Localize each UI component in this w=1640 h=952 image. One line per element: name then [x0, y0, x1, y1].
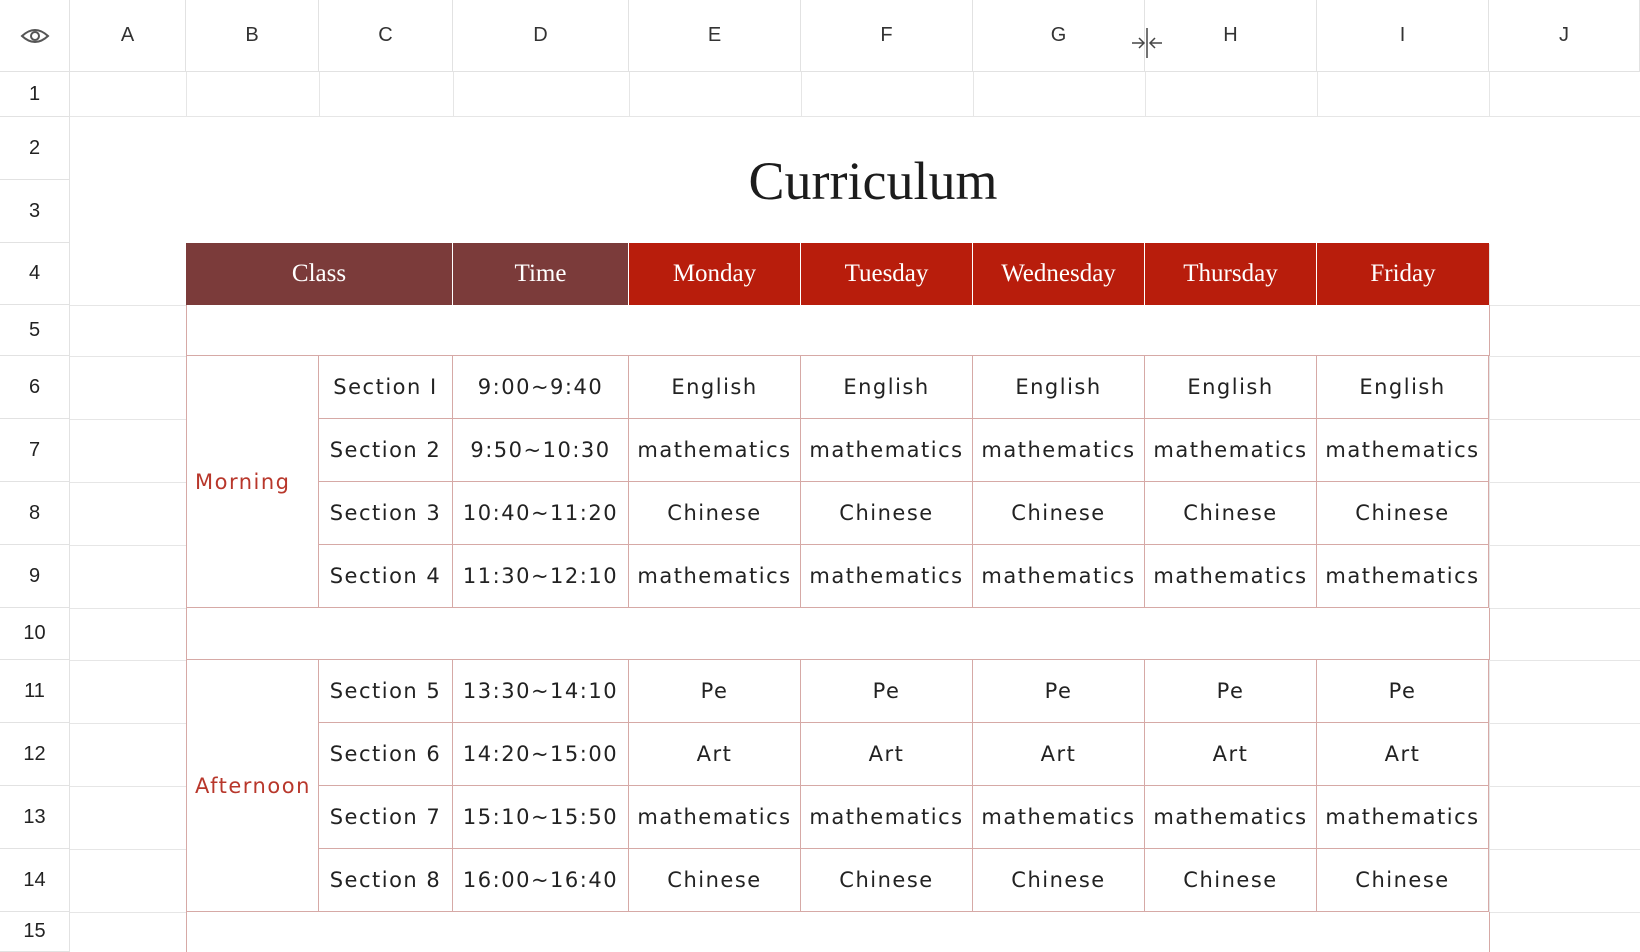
- subject-cell[interactable]: Chinese: [801, 482, 973, 545]
- row-header-9[interactable]: 9: [0, 545, 70, 608]
- gridline: [70, 545, 186, 546]
- column-header-e[interactable]: E: [629, 0, 801, 72]
- header-tuesday[interactable]: Tuesday: [801, 243, 973, 305]
- subject-cell[interactable]: mathematics: [1145, 786, 1317, 849]
- header-class[interactable]: Class: [186, 243, 453, 305]
- gridline: [1145, 72, 1146, 117]
- subject-cell[interactable]: mathematics: [629, 786, 801, 849]
- subject-cell[interactable]: Art: [1317, 723, 1489, 786]
- row-header-3[interactable]: 3: [0, 180, 70, 243]
- select-all-corner[interactable]: [0, 0, 70, 72]
- header-friday[interactable]: Friday: [1317, 243, 1489, 305]
- subject-cell[interactable]: English: [1317, 356, 1489, 419]
- subject-cell[interactable]: Pe: [973, 660, 1145, 723]
- gridline: [319, 72, 320, 117]
- gridline: [70, 723, 186, 724]
- spacer-row-15[interactable]: [186, 912, 1490, 952]
- subject-cell[interactable]: Art: [801, 723, 973, 786]
- subject-cell[interactable]: mathematics: [629, 419, 801, 482]
- subject-cell[interactable]: mathematics: [1145, 545, 1317, 608]
- gridline: [1489, 786, 1640, 787]
- gridline: [1489, 723, 1640, 724]
- subject-cell[interactable]: Art: [973, 723, 1145, 786]
- subject-cell[interactable]: mathematics: [629, 545, 801, 608]
- subject-cell[interactable]: mathematics: [801, 786, 973, 849]
- subject-cell[interactable]: mathematics: [1317, 786, 1489, 849]
- column-resize-cursor-icon: [1130, 26, 1164, 60]
- gridline: [1489, 849, 1640, 850]
- column-header-i[interactable]: I: [1317, 0, 1489, 72]
- gridline: [1489, 305, 1640, 306]
- spacer-row-10[interactable]: [186, 608, 1490, 660]
- time-cell[interactable]: 13:30~14:10: [453, 660, 629, 723]
- subject-cell[interactable]: English: [801, 356, 973, 419]
- time-cell[interactable]: 14:20~15:00: [453, 723, 629, 786]
- subject-cell[interactable]: Chinese: [973, 482, 1145, 545]
- subject-cell[interactable]: Chinese: [973, 849, 1145, 912]
- column-header-d[interactable]: D: [453, 0, 629, 72]
- gridline: [70, 356, 186, 357]
- time-cell[interactable]: 11:30~12:10: [453, 545, 629, 608]
- spacer-row-5[interactable]: [186, 305, 1490, 356]
- subject-cell[interactable]: English: [973, 356, 1145, 419]
- subject-cell[interactable]: mathematics: [973, 419, 1145, 482]
- column-header-j[interactable]: J: [1489, 0, 1640, 72]
- gridline: [70, 305, 186, 306]
- eye-icon[interactable]: [20, 26, 50, 46]
- gridline: [70, 419, 186, 420]
- time-cell[interactable]: 9:50~10:30: [453, 419, 629, 482]
- subject-cell[interactable]: English: [1145, 356, 1317, 419]
- subject-cell[interactable]: mathematics: [801, 545, 973, 608]
- gridline: [1489, 482, 1640, 483]
- row-header-1[interactable]: 1: [0, 72, 70, 117]
- subject-cell[interactable]: Chinese: [1317, 849, 1489, 912]
- group-label-morning[interactable]: Morning: [186, 356, 319, 608]
- subject-cell[interactable]: mathematics: [973, 786, 1145, 849]
- gridline: [70, 912, 186, 913]
- gridline: [1489, 356, 1640, 357]
- gridline: [70, 849, 186, 850]
- subject-cell[interactable]: English: [629, 356, 801, 419]
- row-header-14[interactable]: 14: [0, 849, 70, 912]
- subject-cell[interactable]: Pe: [1317, 660, 1489, 723]
- time-cell[interactable]: 10:40~11:20: [453, 482, 629, 545]
- gridline: [973, 72, 974, 117]
- gridline: [70, 786, 186, 787]
- subject-cell[interactable]: Chinese: [1145, 849, 1317, 912]
- subject-cell[interactable]: Pe: [629, 660, 801, 723]
- time-cell[interactable]: 15:10~15:50: [453, 786, 629, 849]
- column-header-a[interactable]: A: [70, 0, 186, 72]
- subject-cell[interactable]: Art: [1145, 723, 1317, 786]
- gridline: [1489, 608, 1640, 609]
- subject-cell[interactable]: Art: [629, 723, 801, 786]
- subject-cell[interactable]: Chinese: [629, 482, 801, 545]
- section-cell[interactable]: Section 3: [319, 482, 453, 545]
- section-cell[interactable]: Section 4: [319, 545, 453, 608]
- subject-cell[interactable]: mathematics: [1317, 419, 1489, 482]
- column-header-c[interactable]: C: [319, 0, 453, 72]
- subject-cell[interactable]: Chinese: [629, 849, 801, 912]
- section-cell[interactable]: Section 6: [319, 723, 453, 786]
- subject-cell[interactable]: mathematics: [1317, 545, 1489, 608]
- gridline: [1489, 72, 1490, 117]
- row-header-12[interactable]: 12: [0, 723, 70, 786]
- gridline: [629, 72, 630, 117]
- gridline: [453, 72, 454, 117]
- gridline: [1489, 419, 1640, 420]
- subject-cell[interactable]: Chinese: [801, 849, 973, 912]
- row-header-2[interactable]: 2: [0, 117, 70, 180]
- gridline: [1489, 545, 1640, 546]
- time-cell[interactable]: 9:00~9:40: [453, 356, 629, 419]
- row-header-7[interactable]: 7: [0, 419, 70, 482]
- row-header-5[interactable]: 5: [0, 305, 70, 356]
- section-cell[interactable]: Section 8: [319, 849, 453, 912]
- gridline: [1489, 912, 1640, 913]
- time-cell[interactable]: 16:00~16:40: [453, 849, 629, 912]
- group-label-afternoon[interactable]: Afternoon: [186, 660, 319, 912]
- section-cell[interactable]: Section 5: [319, 660, 453, 723]
- header-wednesday[interactable]: Wednesday: [973, 243, 1145, 305]
- gridline: [801, 72, 802, 117]
- gridline: [1489, 660, 1640, 661]
- page-title[interactable]: Curriculum: [70, 117, 1640, 244]
- header-thursday[interactable]: Thursday: [1145, 243, 1317, 305]
- gridline: [70, 660, 186, 661]
- section-cell[interactable]: Section 2: [319, 419, 453, 482]
- row-header-8[interactable]: 8: [0, 482, 70, 545]
- column-header-g[interactable]: G: [973, 0, 1145, 72]
- column-header-h[interactable]: H: [1145, 0, 1317, 72]
- row-header-10[interactable]: 10: [0, 608, 70, 660]
- gridline: [70, 608, 186, 609]
- section-cell[interactable]: Section 7: [319, 786, 453, 849]
- gridline: [70, 482, 186, 483]
- section-cell[interactable]: Section Ⅰ: [319, 356, 453, 419]
- subject-cell[interactable]: mathematics: [973, 545, 1145, 608]
- column-header-f[interactable]: F: [801, 0, 973, 72]
- header-monday[interactable]: Monday: [629, 243, 801, 305]
- row-header-15[interactable]: 15: [0, 912, 70, 952]
- row-header-11[interactable]: 11: [0, 660, 70, 723]
- subject-cell[interactable]: Chinese: [1317, 482, 1489, 545]
- header-time[interactable]: Time: [453, 243, 629, 305]
- subject-cell[interactable]: mathematics: [1145, 419, 1317, 482]
- subject-cell[interactable]: Chinese: [1145, 482, 1317, 545]
- subject-cell[interactable]: Pe: [801, 660, 973, 723]
- row-header-6[interactable]: 6: [0, 356, 70, 419]
- row-header-4[interactable]: 4: [0, 243, 70, 305]
- row-header-13[interactable]: 13: [0, 786, 70, 849]
- subject-cell[interactable]: mathematics: [801, 419, 973, 482]
- gridline: [186, 72, 187, 117]
- subject-cell[interactable]: Pe: [1145, 660, 1317, 723]
- gridline: [1317, 72, 1318, 117]
- column-header-b[interactable]: B: [186, 0, 319, 72]
